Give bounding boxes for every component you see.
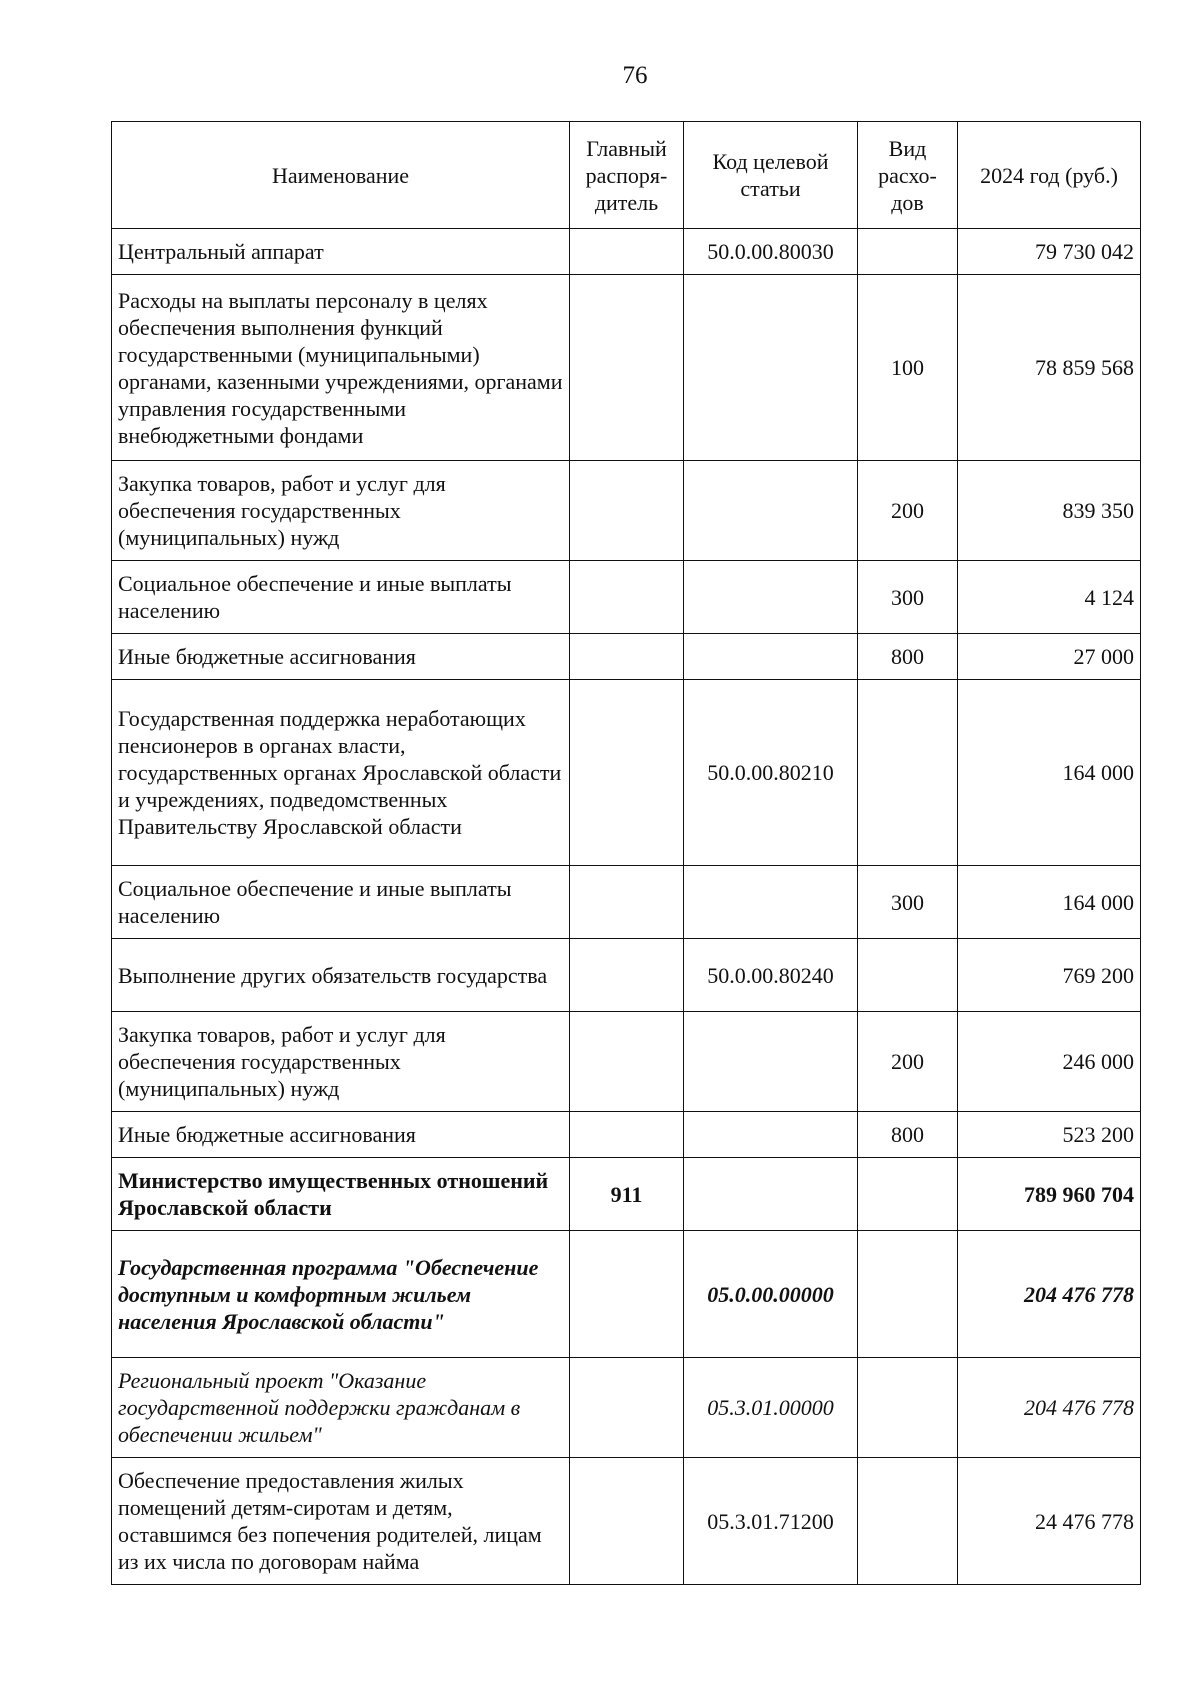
row-target-code [684, 1012, 858, 1112]
row-expense-type [858, 1358, 958, 1458]
row-sum: 204 476 778 [958, 1231, 1141, 1358]
row-name: Выполнение других обязательств государства [112, 939, 570, 1012]
row-main-manager [570, 1012, 684, 1112]
row-sum: 78 859 568 [958, 275, 1141, 461]
table-row [112, 866, 1141, 939]
row-sum: 27 000 [958, 634, 1141, 680]
row-target-code [684, 866, 858, 939]
row-sum: 246 000 [958, 1012, 1141, 1112]
table-row [112, 561, 1141, 634]
table-row [112, 680, 1141, 866]
row-name: Иные бюджетные ассигнования [112, 1112, 570, 1158]
row-target-code [684, 634, 858, 680]
table-row [112, 634, 1141, 680]
row-target-code: 50.0.00.80240 [684, 939, 858, 1012]
row-target-code: 05.3.01.00000 [684, 1358, 858, 1458]
row-main-manager [570, 1112, 684, 1158]
table-row [112, 939, 1141, 1012]
row-name: Социальное обеспечение и иные выплаты населению [112, 561, 570, 634]
row-expense-type [858, 1231, 958, 1358]
row-main-manager [570, 680, 684, 866]
table-row [112, 1358, 1141, 1458]
row-name: Региональный проект "Оказание государственной поддержки гражданам в обеспечении жильем" [112, 1358, 570, 1458]
row-expense-type [858, 680, 958, 866]
row-name: Социальное обеспечение и иные выплаты населению [112, 866, 570, 939]
table-header [112, 122, 1141, 229]
row-name: Центральный аппарат [112, 229, 570, 275]
row-target-code [684, 1112, 858, 1158]
page-number: 76 [622, 62, 648, 89]
row-main-manager [570, 1231, 684, 1358]
row-name: Иные бюджетные ассигнования [112, 634, 570, 680]
row-expense-type [858, 229, 958, 275]
row-main-manager [570, 1458, 684, 1585]
row-sum: 789 960 704 [958, 1158, 1141, 1231]
row-expense-type: 200 [858, 1012, 958, 1112]
row-name: Расходы на выплаты персоналу в целях обеспечения выполнения функций государственными (муниципальными) органами, казенными учреждениями, органами управления государственными внебюджетными фондами [112, 275, 570, 461]
row-sum: 523 200 [958, 1112, 1141, 1158]
row-main-manager [570, 866, 684, 939]
header-year-sum: 2024 год (руб.) [958, 122, 1141, 229]
table-row [112, 275, 1141, 461]
table-row [112, 1012, 1141, 1112]
row-target-code [684, 1158, 858, 1231]
row-main-manager: 911 [570, 1158, 684, 1231]
row-target-code [684, 461, 858, 561]
table-row [112, 461, 1141, 561]
row-name: Закупка товаров, работ и услуг для обеспечения государственных (муниципальных) нужд [112, 1012, 570, 1112]
row-main-manager [570, 634, 684, 680]
row-name: Государственная программа "Обеспечение доступным и комфортным жильем населения Ярославской области" [112, 1231, 570, 1358]
table-row [112, 1112, 1141, 1158]
row-sum: 164 000 [958, 680, 1141, 866]
table-row [112, 229, 1141, 275]
row-target-code: 05.0.00.00000 [684, 1231, 858, 1358]
row-target-code [684, 561, 858, 634]
row-name: Министерство имущественных отношений Ярославской области [112, 1158, 570, 1231]
row-main-manager [570, 229, 684, 275]
row-sum: 204 476 778 [958, 1358, 1141, 1458]
row-name: Государственная поддержка неработающих пенсионеров в органах власти, государственных органах Ярославской области и учреждениях, подведомственных Правительству Ярославской области [112, 680, 570, 866]
row-sum: 24 476 778 [958, 1458, 1141, 1585]
row-expense-type: 100 [858, 275, 958, 461]
row-expense-type [858, 939, 958, 1012]
header-name: Наименование [112, 122, 570, 229]
row-target-code [684, 275, 858, 461]
table-row [112, 1231, 1141, 1358]
row-expense-type: 300 [858, 561, 958, 634]
row-expense-type [858, 1158, 958, 1231]
row-expense-type: 300 [858, 866, 958, 939]
header-expense-type: Вид расхо-дов [858, 122, 958, 229]
row-main-manager [570, 1358, 684, 1458]
budget-table [111, 121, 1141, 1585]
table-body [112, 229, 1141, 1585]
table-row [112, 1458, 1141, 1585]
row-sum: 839 350 [958, 461, 1141, 561]
row-sum: 164 000 [958, 866, 1141, 939]
header-main-manager: Главный распоря-дитель [570, 122, 684, 229]
row-name: Обеспечение предоставления жилых помещений детям-сиротам и детям, оставшимся без попечения родителей, лицам из их числа по договорам найма [112, 1458, 570, 1585]
row-expense-type: 800 [858, 634, 958, 680]
header-target-code: Код целевой статьи [684, 122, 858, 229]
row-target-code: 50.0.00.80030 [684, 229, 858, 275]
row-sum: 79 730 042 [958, 229, 1141, 275]
row-expense-type: 800 [858, 1112, 958, 1158]
row-main-manager [570, 461, 684, 561]
row-target-code: 50.0.00.80210 [684, 680, 858, 866]
row-expense-type [858, 1458, 958, 1585]
row-sum: 4 124 [958, 561, 1141, 634]
row-main-manager [570, 275, 684, 461]
row-name: Закупка товаров, работ и услуг для обеспечения государственных (муниципальных) нужд [112, 461, 570, 561]
row-target-code: 05.3.01.71200 [684, 1458, 858, 1585]
row-main-manager [570, 939, 684, 1012]
row-expense-type: 200 [858, 461, 958, 561]
row-main-manager [570, 561, 684, 634]
row-sum: 769 200 [958, 939, 1141, 1012]
table-row [112, 1158, 1141, 1231]
